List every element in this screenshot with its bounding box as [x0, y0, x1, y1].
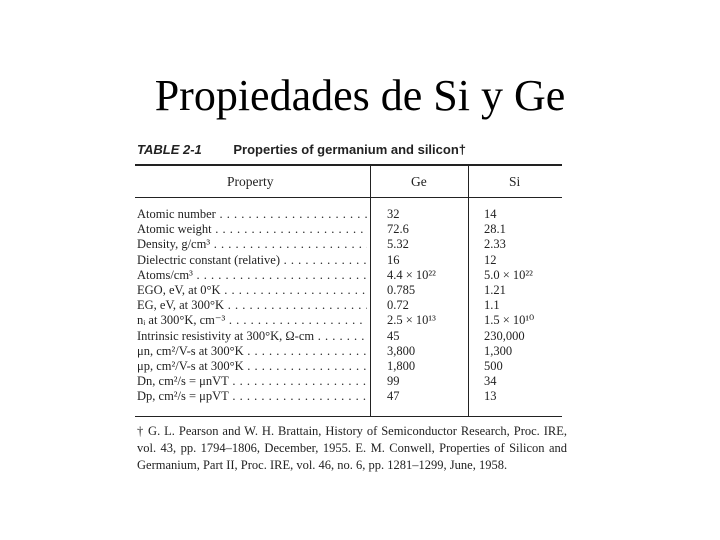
- property-cell: EG, eV, at 300°K . . .: [137, 298, 367, 313]
- table-caption: Properties of germanium and silicon†: [233, 142, 467, 157]
- table-row: [137, 313, 562, 328]
- table-row: [137, 359, 562, 374]
- property-cell: μp, cm²/V-s at 300°K . . .: [137, 359, 367, 374]
- table-row: [137, 222, 562, 237]
- ge-value-cell: 32: [387, 207, 400, 221]
- table-footnote: † G. L. Pearson and W. H. Brattain, History of Semiconductor Research, Proc. IRE, vol. 43, pp. 1794–1806, December, 1955. E. M. Conwell, Properties of Silicon and Germanium, Part II, Proc. IRE, vol. 46, no. 6, pp. 1281–1299, June, 1958.: [137, 424, 567, 472]
- property-cell: Atomic weight . . .: [137, 222, 367, 237]
- header-property: Property: [227, 174, 274, 189]
- ge-value-cell: 99: [387, 374, 400, 389]
- property-cell: μn, cm²/V-s at 300°K . . .: [137, 344, 367, 359]
- property-cell: Atomic number . . .: [137, 207, 367, 222]
- table-row: [137, 253, 562, 268]
- si-value-cell: 500: [484, 358, 503, 373]
- ge-value-cell: 45: [387, 328, 400, 343]
- ge-value-cell: 72.6: [387, 222, 409, 237]
- ge-value-cell: 16: [387, 252, 400, 267]
- table-row: [137, 329, 562, 344]
- ge-value-cell: 2.5 × 10¹³: [387, 313, 436, 328]
- property-cell: EGO, eV, at 0°K . . .: [137, 283, 367, 298]
- ge-value-cell: 4.4 × 10²²: [387, 267, 436, 282]
- si-value-cell: 5.0 × 10²²: [484, 267, 533, 282]
- table-header-rule: [135, 197, 562, 198]
- si-value-cell: 34: [484, 374, 497, 389]
- table-body: [137, 207, 562, 404]
- table-bottom-rule: [135, 416, 562, 417]
- table-row: [137, 344, 562, 359]
- ge-value-cell: 3,800: [387, 343, 416, 358]
- si-value-cell: 12: [484, 252, 497, 267]
- property-cell: nᵢ at 300°K, cm⁻³ . . .: [137, 313, 367, 328]
- table-heading: [137, 142, 466, 157]
- ge-value-cell: 0.72: [387, 298, 409, 313]
- table-row: [137, 237, 562, 252]
- property-cell: Dp, cm²/s = μpVT . . .: [137, 389, 367, 404]
- table-row: [137, 207, 562, 222]
- header-si: Si: [509, 174, 521, 189]
- si-value-cell: 230,000: [484, 328, 525, 343]
- property-cell: Dn, cm²/s = μnVT . . .: [137, 374, 367, 389]
- slide-title: Propiedades de Si y Ge: [154, 71, 566, 120]
- si-value-cell: 14: [484, 207, 497, 221]
- table-row: [137, 389, 562, 404]
- table-top-rule: [135, 164, 562, 166]
- si-value-cell: 1,300: [484, 343, 513, 358]
- property-cell: Density, g/cm³ . . .: [137, 237, 367, 252]
- table-row: [137, 374, 562, 389]
- table-row: [137, 268, 562, 283]
- table-row: [137, 283, 562, 298]
- property-cell: Intrinsic resistivity at 300°K, Ω-cm . . .: [137, 329, 367, 344]
- si-value-cell: 1.21: [484, 282, 506, 297]
- ge-value-cell: 5.32: [387, 237, 409, 252]
- si-value-cell: 1.5 × 10¹⁰: [484, 313, 535, 328]
- property-cell: Atoms/cm³ . . .: [137, 268, 367, 283]
- ge-value-cell: 47: [387, 389, 400, 404]
- si-value-cell: 1.1: [484, 298, 500, 313]
- header-ge: Ge: [411, 174, 427, 189]
- si-value-cell: 28.1: [484, 222, 506, 237]
- ge-value-cell: 1,800: [387, 358, 416, 373]
- si-value-cell: 13: [484, 389, 497, 404]
- si-value-cell: 2.33: [484, 237, 506, 252]
- table-number: TABLE 2-1: [137, 142, 202, 157]
- property-cell: Dielectric constant (relative) . . .: [137, 253, 367, 268]
- table-row: [137, 298, 562, 313]
- ge-value-cell: 0.785: [387, 282, 416, 297]
